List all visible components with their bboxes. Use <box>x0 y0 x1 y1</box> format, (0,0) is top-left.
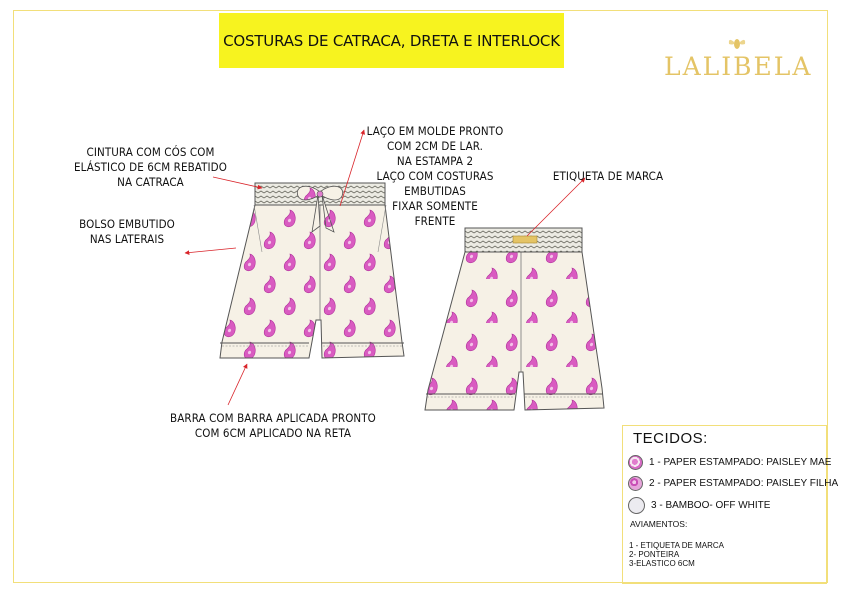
legend-title: TECIDOS: <box>633 430 708 447</box>
label-note: ETIQUETA DE MARCA <box>552 169 664 183</box>
back-shorts-drawing <box>425 228 604 410</box>
paisley-daughter-swatch <box>628 476 643 491</box>
trim-item: 1 - ETIQUETA DE MARCA <box>629 541 724 550</box>
off-white-swatch <box>628 497 645 514</box>
bow-note: LAÇO EM MOLDE PRONTO COM 2CM DE LAR. NA ESTAMPA 2 LAÇO COM COSTURAS EMBUTIDAS FIXAR SOMENTE FRENTE <box>366 124 504 228</box>
paisley-mother-swatch <box>628 455 643 470</box>
legend-row-fabric-1: 1 - PAPER ESTAMPADO: PAISLEY MAE <box>628 455 831 470</box>
fabric-legend <box>622 425 839 584</box>
pocket-note: BOLSO EMBUTIDO NAS LATERAIS <box>79 217 175 246</box>
waistband-note: CINTURA COM CÓS COM ELÁSTICO DE 6CM REBATIDO NA CATRACA <box>74 145 227 189</box>
trim-item: 2- PONTEIRA <box>629 550 680 559</box>
trim-item: 3-ELASTICO 6CM <box>629 559 695 568</box>
page-title: COSTURAS DE CATRACA, DRETA E INTERLOCK <box>223 31 560 50</box>
legend-row-fabric-3: 3 - BAMBOO- OFF WHITE <box>628 497 770 514</box>
trims-title: AVIAMENTOS: <box>630 519 688 529</box>
legend-row-fabric-2: 2 - PAPER ESTAMPADO: PAISLEY FILHA <box>628 476 838 491</box>
brand-label-tag <box>513 236 537 243</box>
brand-logo: LALIBELA <box>664 52 813 81</box>
hem-note: BARRA COM BARRA APLICADA PRONTO COM 6CM APLICADO NA RETA <box>170 411 376 440</box>
